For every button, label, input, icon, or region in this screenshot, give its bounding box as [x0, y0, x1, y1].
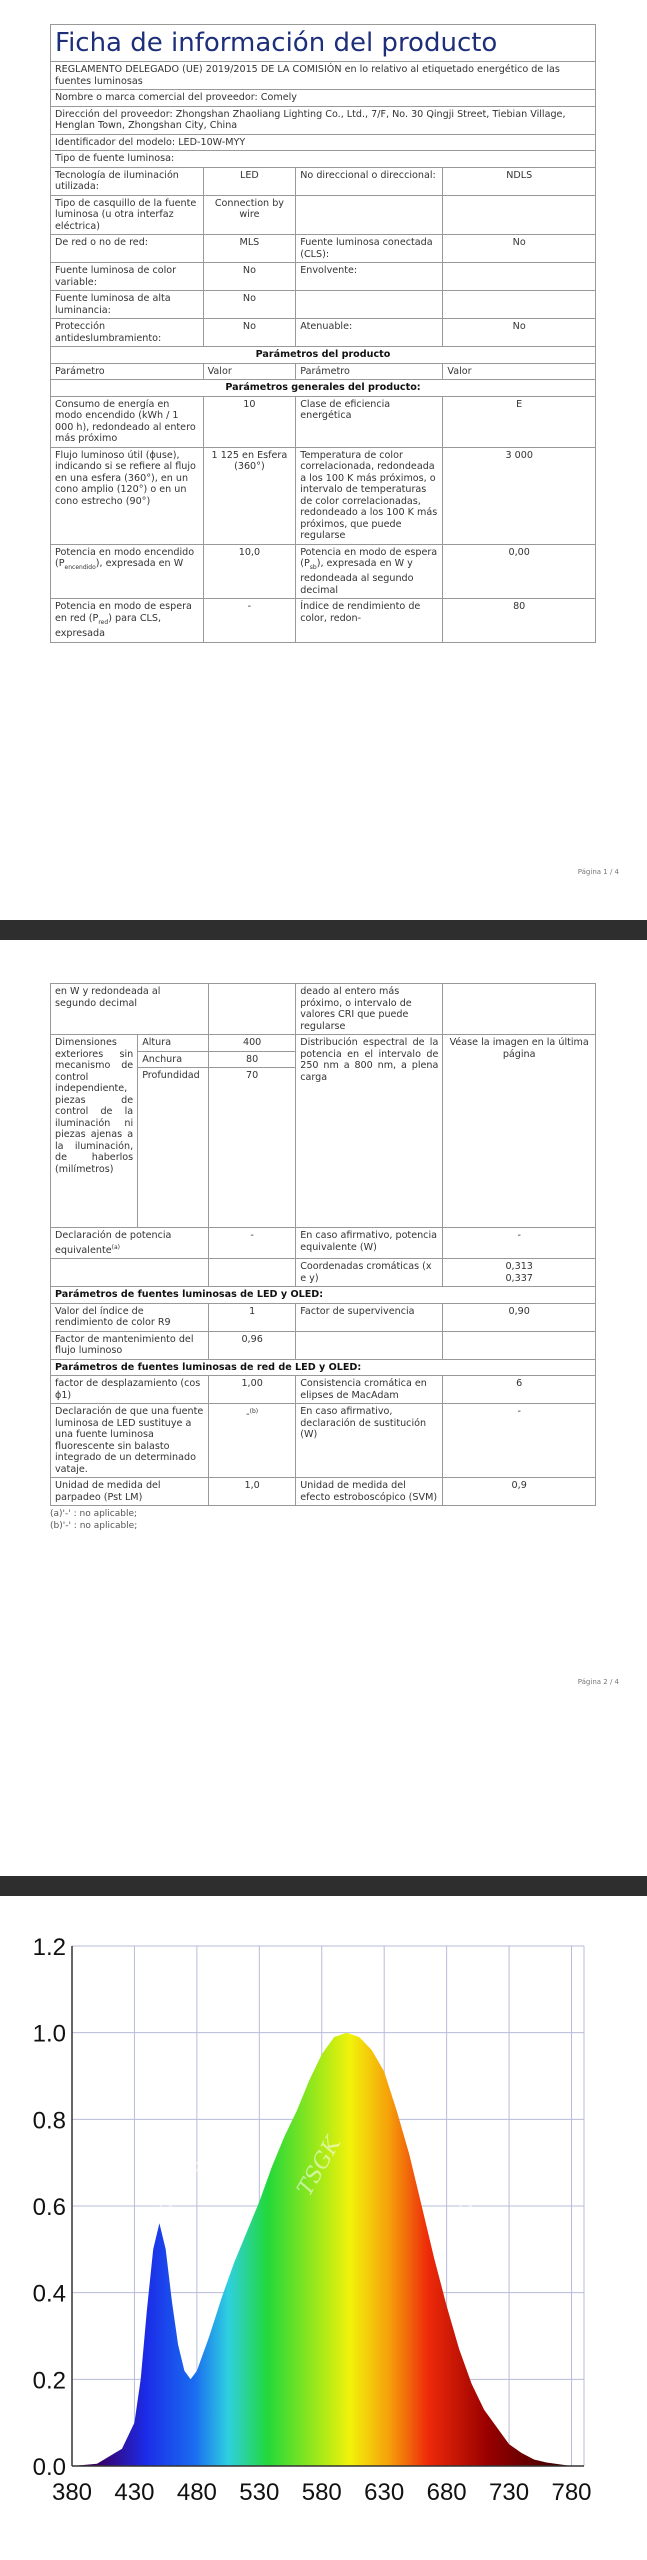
cell-empty [443, 984, 596, 1035]
document-page-1 [0, 0, 647, 920]
cell-value: 0,96 [209, 1331, 296, 1359]
table-row [51, 1376, 596, 1404]
cell-label: Flujo luminoso útil (ɸuse), indicando si se refiere al flujo en una esfera (360°), en un cono amplio (120°) o en un cono estrecho (90°) [51, 447, 204, 544]
cell-value: 1,0 [209, 1478, 296, 1506]
x-tick-label: 730 [489, 2479, 530, 2506]
cell-label: Fuente luminosa conectada (CLS): [296, 235, 443, 263]
dimensions-label: Dimensiones exteriores sin mecanismo de control independiente, piezas de control de la iluminación ni piezas ajenas a la iluminación, de haberlos (milímetros) [51, 1035, 138, 1228]
cell-value: -$^{(b)}$ [209, 1404, 296, 1478]
y-tick-label: 1.2 [32, 1936, 66, 1961]
footnote-a: (a)'-' : no aplicable; [50, 1509, 138, 1520]
height-value: 400 [209, 1035, 296, 1052]
table-row [51, 291, 596, 319]
cell-value: Véase la imagen en la última página [443, 1035, 596, 1228]
depth-value: 70 [209, 1068, 296, 1228]
x-tick-label: 630 [364, 2479, 405, 2506]
table-row [51, 1331, 596, 1359]
width-label: Anchura [138, 1051, 209, 1068]
document-title: Ficha de información del producto [50, 24, 596, 61]
table-row [51, 1478, 596, 1506]
cell-label: factor de desplazamiento (cos ɸ1) [51, 1376, 209, 1404]
x-tick-label: 680 [426, 2479, 467, 2506]
table-header-row [51, 363, 596, 380]
table-row [51, 1259, 596, 1287]
table-row [51, 263, 596, 291]
table-row [51, 396, 596, 447]
cell-label: Declaración de que una fuente luminosa de LED sustituye a una fuente luminosa fluorescente sin balasto integrado de un determinado vataje. [51, 1404, 209, 1478]
y-tick-label: 1.0 [32, 2020, 66, 2048]
product-info-table-part-1 [50, 24, 596, 643]
cell-value: - [443, 1404, 596, 1478]
cell-label: Potencia en modo encendido $(P_{encendido})$, expresada en W [51, 544, 204, 599]
cell-label: Factor de supervivencia [296, 1303, 443, 1331]
cell-label: Atenuable: [296, 319, 443, 347]
table-row [51, 1303, 596, 1331]
cell-label: deado al entero más próximo, o intervalo de valores CRI que puede regularse [296, 984, 443, 1035]
depth-label: Profundidad [138, 1068, 209, 1228]
table-row [51, 599, 596, 642]
supplier-name: Nombre o marca comercial del proveedor: Comely [51, 90, 596, 107]
cell-label: en W y redondeada al segundo decimal [51, 984, 209, 1035]
regulation-text: REGLAMENTO DELEGADO (UE) 2019/2015 DE LA COMISIÓN en lo relativo al etiquetado energético de las fuentes luminosas [51, 62, 596, 90]
x-tick-label: 430 [114, 2479, 155, 2506]
cell-label: Temperatura de color correlacionada, redondeada a los 100 K más próximos, o intervalo de temperaturas de color correlacionadas, redondeado a los 100 K más próximos, que puede regularse [296, 447, 443, 544]
cell-label: Fuente luminosa de alta luminancia: [51, 291, 204, 319]
cell-label: Consumo de energía en modo encendido (kWh / 1 000 h), redondeado al entero más próximo [51, 396, 204, 447]
cell-label: Declaración de potencia equivalente$^{(a)}$ [51, 1228, 209, 1259]
cell-value: No [443, 319, 596, 347]
y-tick-label: 0.2 [32, 2367, 66, 2395]
watermark-text: TSGK [155, 2149, 209, 2218]
cell-label: Tipo de casquillo de la fuente luminosa (u otra interfaz eléctrica) [51, 195, 204, 235]
cell-label: Fuente luminosa de color variable: [51, 263, 204, 291]
table-row [51, 167, 596, 195]
cell-value: No [443, 235, 596, 263]
product-info-table-part-2 [50, 983, 596, 1532]
cell-value: - [209, 1228, 296, 1259]
cell-empty [209, 984, 296, 1035]
x-tick-label: 580 [301, 2479, 342, 2506]
cell-value: 3 000 [443, 447, 596, 544]
cell-value: 0,00 [443, 544, 596, 599]
cell-value: E [443, 396, 596, 447]
cell-empty [443, 291, 596, 319]
column-header: Valor [443, 363, 596, 380]
cell-value: NDLS [443, 167, 596, 195]
cell-value: - [443, 1228, 596, 1259]
x-tick-label: 480 [176, 2479, 217, 2506]
cell-value: No [203, 263, 296, 291]
x-tick-label: 380 [51, 2479, 93, 2506]
cell-label: No direccional o direccional: [296, 167, 443, 195]
cell-value: 1 125 en Esfera (360°) [203, 447, 296, 544]
cell-value: 0,313 0,337 [443, 1259, 596, 1287]
footnote-b: (b)'-' : no aplicable; [50, 1521, 138, 1532]
cell-label: Factor de mantenimiento del flujo luminoso [51, 1331, 209, 1359]
page-number: Página 1 / 4 [577, 868, 619, 876]
table-row [51, 1228, 596, 1259]
cell-value: - [203, 599, 296, 642]
table-row [51, 544, 596, 599]
height-label: Altura [138, 1035, 209, 1052]
table-row [51, 1404, 596, 1478]
section-heading: Parámetros de fuentes luminosas de LED y OLED: [51, 1287, 596, 1304]
cell-empty [296, 1331, 443, 1359]
x-tick-label: 530 [239, 2479, 280, 2506]
y-tick-label: 0.4 [32, 2280, 66, 2308]
cell-label: Distribución espectral de la potencia en el intervalo de 250 nm a 800 nm, a plena carga [296, 1035, 443, 1228]
cell-value: Connection by wire [203, 195, 296, 235]
cell-label: Unidad de medida del parpadeo (Pst LM) [51, 1478, 209, 1506]
table-row [51, 984, 596, 1035]
table-row [51, 447, 596, 544]
page-number: Página 2 / 4 [577, 1678, 619, 1686]
model-identifier: Identificador del modelo: LED-10W-MYY [51, 134, 596, 151]
footnotes [50, 1508, 596, 1532]
cell-value: 6 [443, 1376, 596, 1404]
cell-empty [443, 195, 596, 235]
y-tick-label: 0.6 [32, 2194, 66, 2221]
cell-value: MLS [203, 235, 296, 263]
section-heading: Parámetros del producto [51, 347, 596, 364]
page-separator [0, 1876, 647, 1896]
cell-label: Envolvente: [296, 263, 443, 291]
column-header: Parámetro [296, 363, 443, 380]
cell-label: Clase de eficiencia energética [296, 396, 443, 447]
cell-empty [296, 291, 443, 319]
table-row [51, 319, 596, 347]
spectrum-area [72, 2033, 572, 2466]
cell-label: En caso afirmativo, declaración de sustitución (W) [296, 1404, 443, 1478]
cell-label: Protección antideslumbramiento: [51, 319, 204, 347]
supplier-address: Dirección del proveedor: Zhongshan Zhaoliang Lighting Co., Ltd., 7/F, No. 30 Qingji Street, Tiebian Village, Henglan Town, Zhongshan City, China [51, 106, 596, 134]
cell-value: 1,00 [209, 1376, 296, 1404]
source-type-heading: Tipo de fuente luminosa: [51, 151, 596, 168]
cell-empty [296, 195, 443, 235]
cell-value: No [203, 291, 296, 319]
watermark-text: TSGK [292, 2132, 347, 2201]
cell-label: Potencia en modo de espera $(P_{sb})$, expresada en W y redondeada al segundo decimal [296, 544, 443, 599]
cell-value: 0,9 [443, 1478, 596, 1506]
section-heading: Parámetros de fuentes luminosas de red de LED y OLED: [51, 1359, 596, 1376]
document-page-3 [0, 1896, 647, 2560]
table-row [51, 195, 596, 235]
cell-label: Consistencia cromática en elipses de MacAdam [296, 1376, 443, 1404]
column-header: Parámetro [51, 363, 204, 380]
cell-label: Coordenadas cromáticas (x e y) [296, 1259, 443, 1287]
cell-label: Potencia en modo de espera en red $(P_{red})$ para CLS, expresada [51, 599, 204, 642]
width-value: 80 [209, 1051, 296, 1068]
cell-value: 10,0 [203, 544, 296, 599]
y-tick-label: 0.8 [32, 2107, 66, 2135]
cell-value: 0,90 [443, 1303, 596, 1331]
section-heading: Parámetros generales del producto: [51, 380, 596, 397]
column-header: Valor [203, 363, 296, 380]
document-page-2 [0, 940, 647, 1876]
cell-label: Tecnología de iluminación utilizada: [51, 167, 204, 195]
cell-empty [51, 1259, 209, 1287]
cell-label: Unidad de medida del efecto estroboscópico (SVM) [296, 1478, 443, 1506]
x-tick-label: 780 [551, 2479, 592, 2506]
cell-label: De red o no de red: [51, 235, 204, 263]
cell-value: 1 [209, 1303, 296, 1331]
table-row [51, 235, 596, 263]
cell-value [443, 263, 596, 291]
page-separator [0, 920, 647, 940]
cell-value: 80 [443, 599, 596, 642]
cell-label: En caso afirmativo, potencia equivalente (W) [296, 1228, 443, 1259]
y-tick-label: 0.0 [32, 2454, 66, 2481]
spectral-power-chart [30, 1936, 600, 2536]
cell-empty [209, 1259, 296, 1287]
cell-value: No [203, 319, 296, 347]
cell-value: 10 [203, 396, 296, 447]
table-row [51, 1035, 596, 1052]
cell-value: LED [203, 167, 296, 195]
cell-empty [443, 1331, 596, 1359]
cell-label: Índice de rendimiento de color, redon- [296, 599, 443, 642]
watermark-text: TSGK [455, 2149, 509, 2218]
cell-label: Valor del índice de rendimiento de color R9 [51, 1303, 209, 1331]
